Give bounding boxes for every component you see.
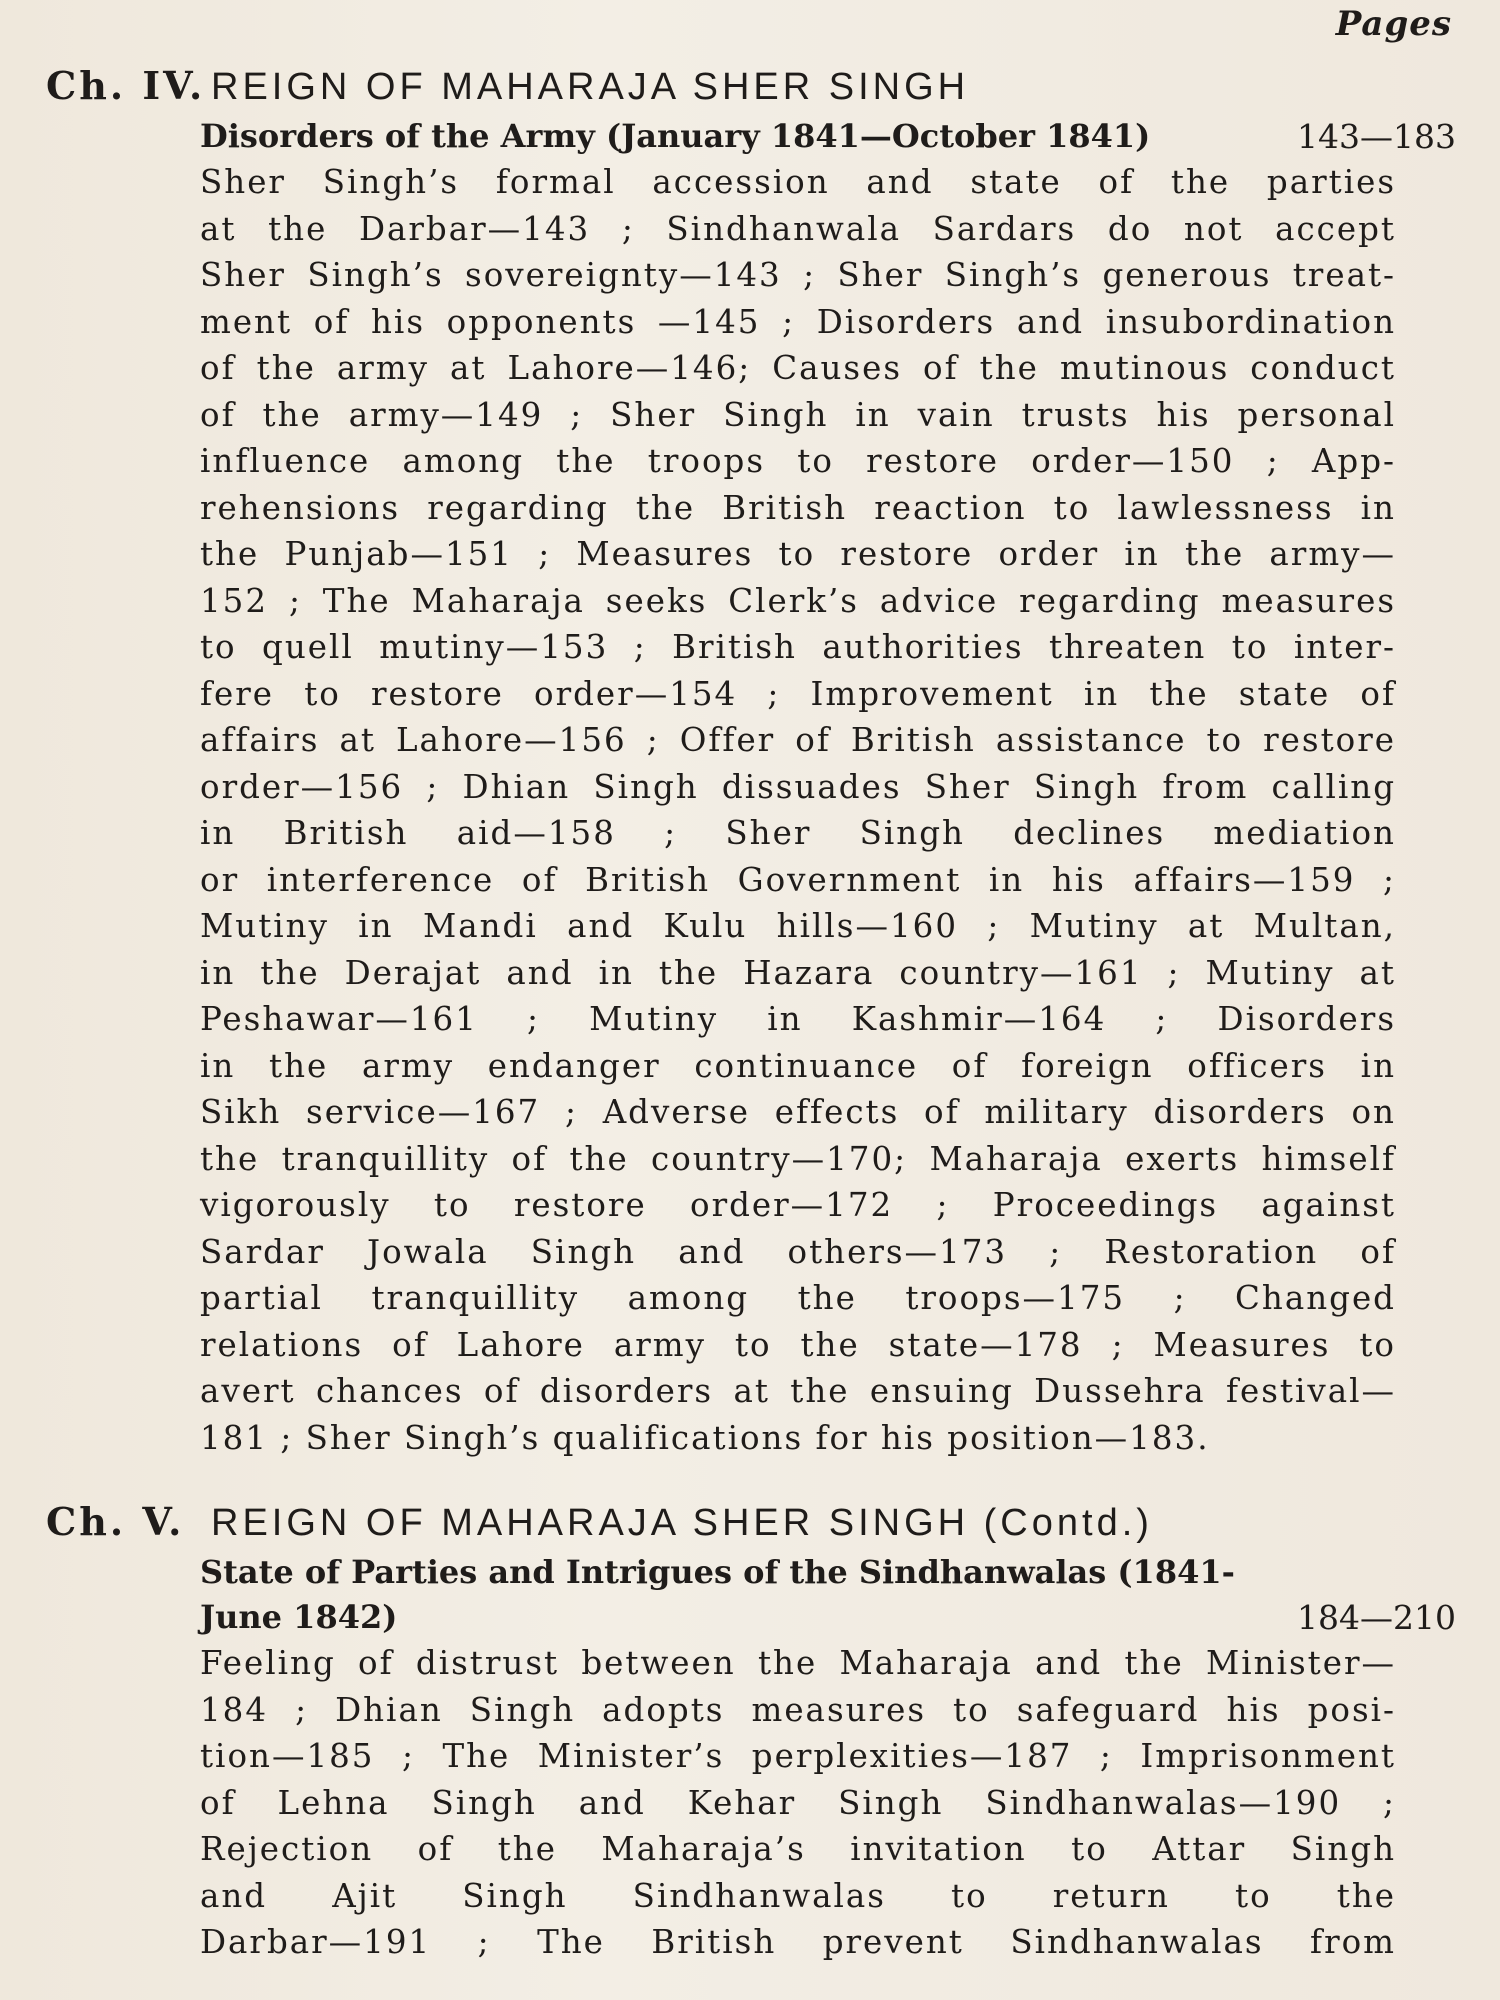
- chapter-number: Ch. V.: [46, 1499, 185, 1544]
- chapter-title: REIGN OF MAHARAJA SHER SINGH: [211, 66, 970, 108]
- description-line: Darbar—191 ; The British prevent Sindhanwalas from: [200, 1923, 1396, 1961]
- description-line: of Lehna Singh and Kehar Singh Sindhanwalas—190 ;: [200, 1783, 1396, 1822]
- chapter-description: [200, 1640, 1396, 1966]
- description-line: Feeling of distrust between the Maharaja and the Minister—: [200, 1644, 1396, 1682]
- description-line: ment of his opponents —145 ; Disorders and insubordination: [200, 302, 1396, 341]
- description-line: avert chances of disorders at the ensuing Dussehra festival—: [200, 1372, 1396, 1410]
- description-line: rehensions regarding the British reaction to lawlessness in: [200, 488, 1396, 527]
- chapter-heading: [46, 1494, 1456, 1550]
- description-line: of the army at Lahore—146; Causes of the mutinous conduct: [200, 349, 1396, 387]
- description-line: 184 ; Dhian Singh adopts measures to safeguard his posi-: [200, 1690, 1396, 1729]
- description-line: in the Derajat and in the Hazara country—161 ; Mutiny at: [200, 953, 1396, 992]
- chapter-number: Ch. IV.: [46, 63, 206, 108]
- description-line: vigorously to restore order—172 ; Proceedings against: [200, 1186, 1396, 1224]
- description-line: influence among the troops to restore order—150 ; App-: [200, 442, 1396, 480]
- description-line: 152 ; The Maharaja seeks Clerk’s advice regarding measures: [200, 581, 1396, 620]
- description-line: Sardar Jowala Singh and others—173 ; Restoration of: [200, 1232, 1396, 1271]
- page-range: 143—183: [1297, 117, 1456, 156]
- subtitle-line: State of Parties and Intrigues of the Sindhanwalas (1841-: [200, 1553, 1235, 1591]
- description-line: to quell mutiny—153 ; British authorities threaten to inter-: [200, 628, 1396, 666]
- chapter-subtitle: [200, 1550, 1456, 1640]
- description-line: Sher Singh’s sovereignty—143 ; Sher Singh’s generous treat-: [200, 256, 1396, 294]
- description-line: in British aid—158 ; Sher Singh declines mediation: [200, 814, 1396, 852]
- description-line: the Punjab—151 ; Measures to restore order in the army—: [200, 535, 1396, 573]
- description-line: order—156 ; Dhian Singh dissuades Sher Singh from calling: [200, 767, 1396, 806]
- description-line: Mutiny in Mandi and Kulu hills—160 ; Mutiny at Multan,: [200, 907, 1396, 945]
- description-line: Rejection of the Maharaja’s invitation to Attar Singh: [200, 1830, 1396, 1868]
- description-line: 181 ; Sher Singh’s qualifications for his position—183.: [200, 1418, 1210, 1457]
- description-line: Sikh service—167 ; Adverse effects of military disorders on: [200, 1093, 1396, 1131]
- description-line: the tranquillity of the country—170; Maharaja exerts himself: [200, 1139, 1396, 1178]
- description-line: at the Darbar—143 ; Sindhanwala Sardars do not accept: [200, 209, 1396, 248]
- description-line: Sher Singh’s formal accession and state of the parties: [200, 163, 1396, 201]
- chapter-subtitle: [200, 114, 1456, 159]
- chapter-title: REIGN OF MAHARAJA SHER SINGH (Contd.): [211, 1502, 1153, 1544]
- chapter-heading: [46, 58, 1456, 114]
- subtitle-line: Disorders of the Army (January 1841—October 1841): [200, 117, 1151, 155]
- description-line: or interference of British Government in his affairs—159 ;: [200, 860, 1396, 899]
- subtitle-line: June 1842): [200, 1598, 398, 1636]
- description-line: Peshawar—161 ; Mutiny in Kashmir—164 ; Disorders: [200, 1000, 1396, 1038]
- chapter-iv: [46, 58, 1456, 1461]
- description-line: fere to restore order—154 ; Improvement in the state of: [200, 674, 1396, 713]
- chapter-description: [200, 159, 1396, 1461]
- description-line: relations of Lahore army to the state—178 ; Measures to: [200, 1325, 1396, 1364]
- description-line: partial tranquillity among the troops—175 ; Changed: [200, 1279, 1396, 1317]
- chapter-v: [46, 1494, 1456, 1966]
- description-line: tion—185 ; The Minister’s perplexities—187 ; Imprisonment: [200, 1737, 1396, 1775]
- page-range: 184—210: [1297, 1598, 1456, 1637]
- description-line: of the army—149 ; Sher Singh in vain trusts his personal: [200, 395, 1396, 434]
- description-line: in the army endanger continuance of foreign officers in: [200, 1046, 1396, 1085]
- description-line: affairs at Lahore—156 ; Offer of British assistance to restore: [200, 721, 1396, 759]
- pages-column-label: Pages: [1335, 4, 1452, 44]
- description-line: and Ajit Singh Sindhanwalas to return to the: [200, 1876, 1396, 1915]
